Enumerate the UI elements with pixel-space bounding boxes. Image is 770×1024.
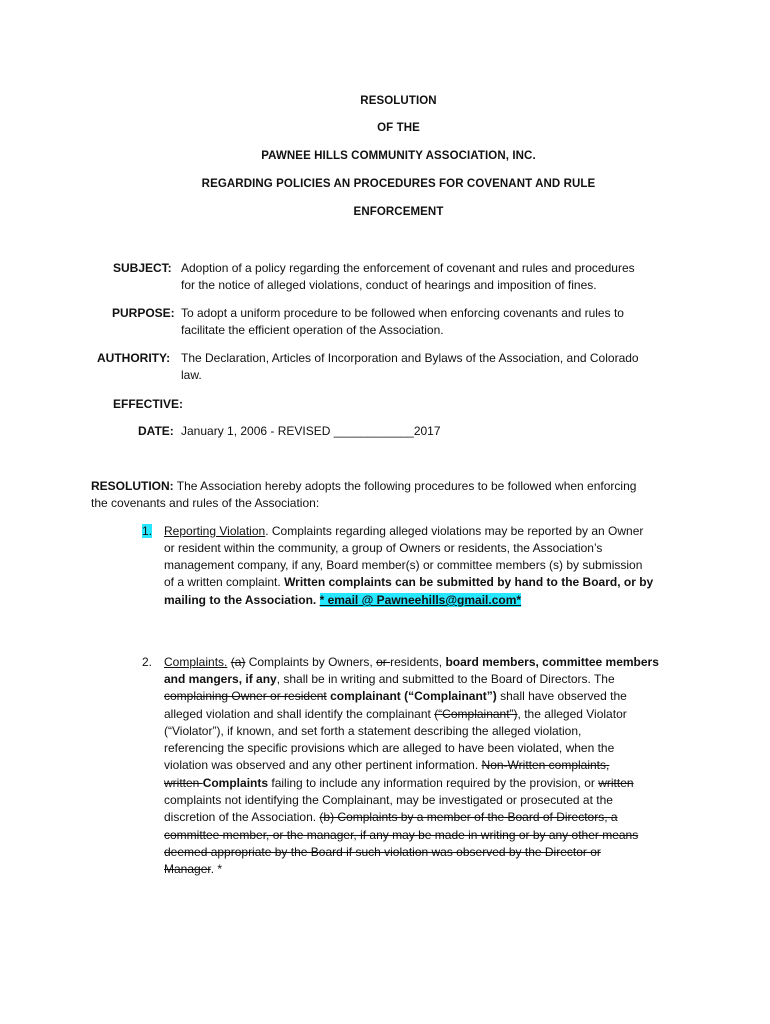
authority-label: AUTHORITY: xyxy=(97,351,171,365)
item2-line7 xyxy=(164,758,609,772)
item2-line7-text: violation was observed and any other pertinent information. xyxy=(164,758,482,772)
item1-line3: management company, if any, Board member(s) or committee members (s) by submission xyxy=(164,558,643,572)
purpose-text-line1: To adopt a uniform procedure to be followed when enforcing covenants and rules to xyxy=(181,306,624,320)
resolution-label: RESOLUTION: xyxy=(91,479,174,493)
title-line-enforcement: ENFORCEMENT xyxy=(353,206,444,218)
item2-line12: deemed appropriate by the Board if such violation was observed by the Director or xyxy=(164,845,601,859)
subject-text-line1: Adoption of a policy regarding the enforcement of covenant and rules and procedures xyxy=(181,261,635,275)
item2-line4-strike: (“Complainant”) xyxy=(434,707,518,721)
item1-line1-text: . Complaints regarding alleged violations may be reported by an Owner xyxy=(265,524,644,538)
item2-line10-strike: (b) Complaints by a member of the Board of Directors, a xyxy=(319,810,618,824)
subject-label: SUBJECT: xyxy=(113,261,172,275)
title-line-regarding: REGARDING POLICIES AN PROCEDURES FOR COVENANT AND RULE xyxy=(201,178,596,190)
item2-line3 xyxy=(164,689,627,703)
item1-email-highlight: * email @ Pawneehills@gmail.com* xyxy=(319,593,522,607)
purpose-label: PURPOSE: xyxy=(112,306,175,320)
title-line-association: PAWNEE HILLS COMMUNITY ASSOCIATION, INC. xyxy=(261,150,536,162)
item2-line6: referencing the specific provisions which are alleged to have been violated, when the xyxy=(164,741,615,755)
item1-line5 xyxy=(164,593,521,607)
item2-line3-bold: complainant (“Complainant”) xyxy=(330,689,497,703)
item2-line13 xyxy=(164,862,222,876)
item2-line13-text: . * xyxy=(210,862,223,876)
item2-line4-text: alleged violation and shall identify the complainant xyxy=(164,707,435,721)
item2-heading: Complaints. xyxy=(164,655,228,669)
item2-line1-text: Complaints by Owners, xyxy=(245,655,377,669)
resolution-line1 xyxy=(91,479,636,493)
effective-label: EFFECTIVE: xyxy=(113,397,184,411)
item1-line4-text: of a written complaint. xyxy=(164,575,285,589)
item1-line2: or resident within the community, a group of Owners or residents, the Association’s xyxy=(164,541,603,555)
item2-line3-text: shall have observed the xyxy=(496,689,627,703)
item2-line8-bold: Complaints xyxy=(202,776,269,790)
resolution-text-line1: The Association hereby adopts the following procedures to be followed when enforcing xyxy=(176,479,637,493)
item2-line4 xyxy=(164,707,627,721)
item2-line9: complaints not identifying the Complainant, may be investigated or prosecuted at the xyxy=(164,793,613,807)
item2-line11: committee member, or the manager, if any may be made in writing or by any other means xyxy=(164,828,639,842)
purpose-text-line2: facilitate the efficient operation of the Association. xyxy=(181,323,444,337)
title-line-of-the: OF THE xyxy=(377,122,420,134)
item1-line4 xyxy=(164,575,653,589)
item2-line1-bold: board members, committee members xyxy=(445,655,659,669)
title-line-resolution: RESOLUTION xyxy=(360,95,437,107)
item2-line10 xyxy=(164,810,618,824)
item2-line1 xyxy=(164,655,659,669)
date-value: January 1, 2006 - REVISED ____________2017 xyxy=(181,424,441,438)
item2-line8 xyxy=(164,776,634,790)
item1-line5-bold: mailing to the Association. xyxy=(164,593,320,607)
authority-text-line2: law. xyxy=(181,368,202,382)
item2-line5: (“Violator”), if known, and set forth a statement describing the alleged violation, xyxy=(164,724,582,738)
item2-line8-strike2: written xyxy=(598,776,634,790)
item1-heading: Reporting Violation xyxy=(164,524,266,538)
item2-number: 2. xyxy=(142,655,153,669)
resolution-text-line2: the covenants and rules of the Association: xyxy=(91,496,320,510)
item2-line3-strike: complaining Owner or resident xyxy=(164,689,327,703)
item2-line2 xyxy=(164,672,615,686)
item2-strike-a: (a) xyxy=(230,655,246,669)
item1-number xyxy=(142,524,152,538)
item1-line1 xyxy=(164,524,643,538)
item2-line2-bold: and mangers, if any xyxy=(164,672,277,686)
date-label: DATE: xyxy=(138,424,174,438)
item2-line8-strike: written xyxy=(164,776,203,790)
item2-line8-text: failing to include any information required by the provision, or xyxy=(268,776,599,790)
item2-line2-text: , shall be in writing and submitted to the Board of Directors. The xyxy=(276,672,615,686)
item2-line1-residents: residents, xyxy=(390,655,446,669)
subject-text-line2: for the notice of alleged violations, conduct of hearings and imposition of fines. xyxy=(181,278,597,292)
authority-text-line1: The Declaration, Articles of Incorporation and Bylaws of the Association, and Colorado xyxy=(181,351,639,365)
item2-strike-or: or xyxy=(376,655,391,669)
item2-line4-rest: , the alleged Violator xyxy=(517,707,627,721)
item1-number-highlight: 1. xyxy=(142,524,153,538)
item2-line10-text: discretion of the Association. xyxy=(164,810,320,824)
item2-line7-strike: Non-Written complaints, xyxy=(481,758,610,772)
item2-line13-strike: Manager xyxy=(164,862,211,876)
item1-line4-bold: Written complaints can be submitted by hand to the Board, or by xyxy=(284,575,654,589)
